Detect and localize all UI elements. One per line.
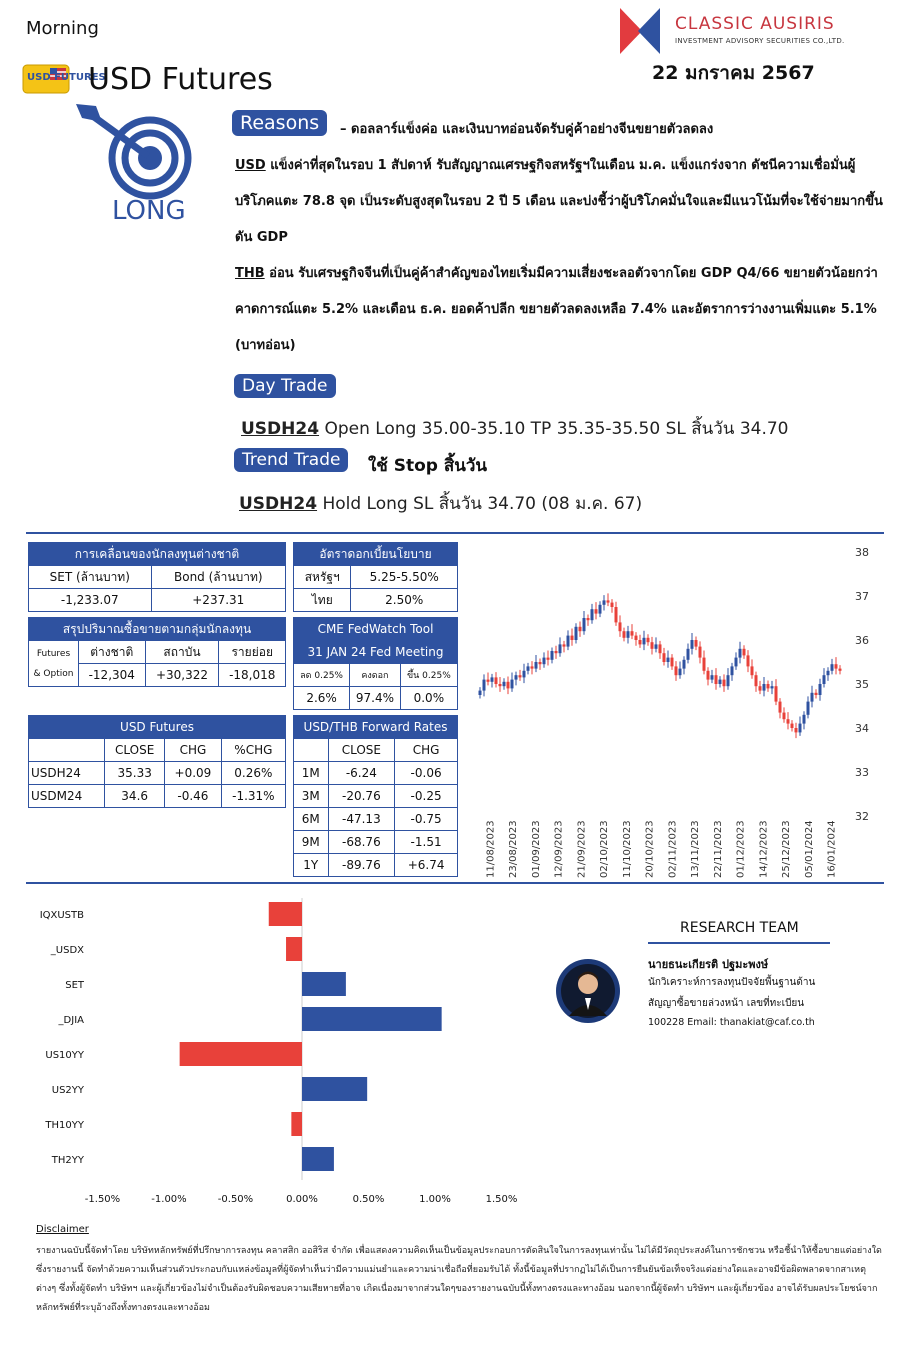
fedwatch-value-hike: 0.0% — [400, 687, 457, 710]
candle-body — [655, 644, 658, 648]
candle-body — [819, 684, 822, 695]
candle-body — [731, 666, 734, 675]
forward-header-chg: CHG — [395, 739, 458, 762]
forward-tenor: 9M — [294, 831, 329, 854]
candle-body — [755, 675, 758, 686]
forward-chg: +6.74 — [395, 854, 458, 877]
brand-logo-icon — [620, 8, 660, 54]
candle-body — [599, 605, 602, 614]
foreign-flow-title: การเคลื่อนของนักลงทุนต่างชาติ — [29, 543, 286, 566]
candle-body — [479, 691, 482, 695]
investor-value-foreign: -12,304 — [79, 664, 146, 687]
bar-x-tick-label: 0.50% — [352, 1194, 385, 1205]
market-change-bar-chart — [20, 898, 540, 1208]
bar-x-tick-label: 1.00% — [419, 1194, 451, 1205]
forward-tenor: 1Y — [294, 854, 329, 877]
candle-body — [735, 658, 738, 667]
day-trade-line — [241, 415, 789, 442]
candle-body — [835, 664, 838, 668]
bar-mark — [269, 902, 302, 926]
candle-body — [483, 680, 486, 691]
investor-value-retail: -18,018 — [219, 664, 286, 687]
y-tick-label: 34 — [855, 722, 869, 735]
fedwatch-table — [293, 617, 458, 710]
bar-category-label: US2YY — [51, 1085, 84, 1096]
forward-chg: -0.75 — [395, 808, 458, 831]
candle-body — [555, 651, 558, 653]
x-tick-label: 12/09/2023 — [553, 820, 565, 878]
candle-body — [615, 607, 618, 622]
forward-header-close: CLOSE — [328, 739, 395, 762]
candle-body — [779, 702, 782, 713]
candle-body — [767, 684, 770, 688]
bar-category-label: TH10YY — [45, 1120, 84, 1131]
bar-mark — [302, 972, 346, 996]
candle-body — [631, 631, 634, 635]
usd-futures-pctchg: 0.26% — [221, 762, 285, 785]
usd-reason — [235, 148, 885, 256]
candle-body — [795, 728, 798, 732]
candle-body — [683, 660, 686, 669]
bar-mark — [302, 1007, 442, 1031]
x-tick-label: 01/09/2023 — [530, 820, 542, 878]
candle-body — [723, 680, 726, 687]
candle-body — [603, 600, 606, 604]
analyst-name: นายธนะเกียรติ ปฐมะพงษ์ — [648, 958, 769, 971]
candle-body — [775, 686, 778, 701]
fedwatch-title: CME FedWatch Tool — [294, 618, 458, 641]
candle-body — [711, 675, 714, 679]
candle-body — [803, 715, 806, 724]
policy-rate-table — [293, 542, 458, 612]
foreign-flow-val2: +237.31 — [151, 589, 285, 612]
thb-tag: THB — [235, 266, 265, 281]
x-tick-label: 05/01/2024 — [803, 820, 815, 878]
candle-body — [551, 651, 554, 660]
candle-body — [527, 666, 530, 670]
usd-futures-close: 34.6 — [105, 785, 165, 808]
policy-rate-title: อัตราดอกเบี้ยนโยบาย — [294, 543, 458, 566]
candle-body — [635, 636, 638, 640]
candle-body — [751, 666, 754, 675]
candle-body — [583, 618, 586, 631]
candle-body — [783, 713, 786, 720]
candle-body — [699, 647, 702, 658]
candle-body — [807, 702, 810, 715]
fedwatch-header-hold: คงดอก — [350, 664, 401, 687]
candle-body — [511, 680, 514, 689]
analyst-license: สัญญาซื้อขายล่วงหน้า เลขที่ทะเบียน — [648, 998, 805, 1009]
x-tick-label: 11/10/2023 — [621, 820, 633, 878]
bar-mark — [291, 1112, 302, 1136]
candle-body — [679, 669, 682, 676]
usd-tag: USD — [235, 158, 266, 173]
trend-trade-line — [239, 490, 642, 517]
forward-close: -20.76 — [328, 785, 395, 808]
candle-body — [707, 671, 710, 680]
fedwatch-header-cut: ลด 0.25% — [294, 664, 350, 687]
candle-body — [559, 644, 562, 653]
candle-body — [799, 724, 802, 733]
forward-chg: -0.06 — [395, 762, 458, 785]
candle-body — [823, 675, 826, 684]
report-date: 22 มกราคม 2567 — [652, 62, 815, 84]
candle-body — [811, 693, 814, 702]
candle-body — [495, 677, 498, 684]
candle-body — [831, 664, 834, 671]
usd-futures-table — [28, 715, 286, 808]
usd-futures-chg: +0.09 — [165, 762, 222, 785]
trend-trade-label: Trend Trade — [234, 448, 348, 472]
x-tick-label: 21/09/2023 — [576, 820, 588, 878]
usd-futures-symbol: USDH24 — [29, 762, 105, 785]
candle-body — [791, 724, 794, 728]
usd-futures-title: USD Futures — [29, 716, 286, 739]
candle-body — [719, 680, 722, 684]
usd-reason-text: แข็งค่าที่สุดในรอบ 1 สัปดาห์ รับสัญญาณเศรษฐกิจสหรัฐฯในเดือน ม.ค. แข็งแกร่งจาก ดัชนีความเชื่อมั่นผู้บริโภคแตะ 78.8 จุด เป็นระดับสูงสุดในรอบ 2 ปี 5 เดือน และบ่งชี้ว่าผู้บริโภคมั่นใจและมีแนวโน้มที่จะใช้จ่ายมากขึ้น ดัน GDP — [235, 158, 883, 245]
candle-body — [747, 655, 750, 666]
fedwatch-header-hike: ขึ้น 0.25% — [400, 664, 457, 687]
x-tick-label: 20/10/2023 — [644, 820, 656, 878]
x-tick-label: 23/08/2023 — [508, 820, 520, 878]
fedwatch-value-cut: 2.6% — [294, 687, 350, 710]
x-tick-label: 11/08/2023 — [485, 820, 497, 878]
x-tick-label: 13/11/2023 — [690, 820, 702, 878]
x-tick-label: 16/01/2024 — [826, 820, 838, 878]
x-tick-label: 01/12/2023 — [735, 820, 747, 878]
forward-tenor: 3M — [294, 785, 329, 808]
y-tick-label: 38 — [855, 546, 869, 559]
forward-tenor: 6M — [294, 808, 329, 831]
usd-futures-close: 35.33 — [105, 762, 165, 785]
investor-header-foreign: ต่างชาติ — [79, 641, 146, 664]
disclaimer-text: รายงานฉบับนี้จัดทำโดย บริษัทหลักทรัพย์ที่ปรึกษาการลงทุน คลาสสิก ออสิริส จำกัด เพื่อแสดงความคิดเห็นเป็นข้อมูลประกอบการตัดสินใจในการลงทุนเท่านั้น ไม่ได้มีวัตถุประสงค์ในการชักชวน หรือชี้นำให้ซื้อขายแต่อย่างใด ซึ่งรายงานนี้ จัดทำด้วยความเห็นส่วนตัวประกอบกับแหล่งข้อมูลที่ผู้จัดทำเห็นว่ามีความแม่นยำและความน่าเชื่อถือที่ยอมรับได้ ทั้งนี้ข้อมูลที่ปรากฏไม่ได้เป็นการยืนยันข้อเท็จจริงแต่อย่างใดและอาจมีข้อผิดพลาดจากสาเหตุต่างๆ ซึ่งทั้งผู้จัดทำ บริษัทฯ และผู้เกี่ยวข้องไม่จำเป็นต้องรับผิดชอบความเสียหายที่อาจ เกิดเนื่องมาจากส่วนใดๆของรายงานฉบับนี้ทั้งทางตรงและทางอ้อม นอกจากนี้ผู้จัดทำ บริษัทฯ และผู้เกี่ยวข้อง อาจได้รับผลประโยชน์จากหลักทรัพย์ที่ระบุอ้างถึงทั้งทางตรงและทางอ้อม — [36, 1246, 882, 1313]
x-tick-label: 02/10/2023 — [599, 820, 611, 878]
policy-country-us: สหรัฐฯ — [294, 566, 351, 589]
analyst-avatar — [555, 958, 621, 1024]
candle-body — [579, 627, 582, 631]
investor-header-retail: รายย่อย — [219, 641, 286, 664]
forward-tenor: 1M — [294, 762, 329, 785]
candle-body — [575, 627, 578, 640]
candle-body — [623, 631, 626, 638]
candle-body — [675, 666, 678, 675]
row-label-option: & Option — [33, 668, 74, 679]
candle-body — [815, 693, 818, 695]
candle-body — [703, 658, 706, 671]
candle-body — [587, 618, 590, 620]
bar-category-label: US10YY — [45, 1050, 84, 1061]
candle-body — [759, 686, 762, 690]
candle-body — [591, 609, 594, 620]
candle-body — [651, 642, 654, 649]
candle-body — [627, 631, 630, 638]
candle-body — [567, 636, 570, 647]
candle-body — [671, 658, 674, 667]
brand-name: CLASSIC AUSIRIS — [675, 14, 835, 34]
bar-category-label: SET — [65, 980, 84, 991]
candle-body — [503, 682, 506, 686]
analyst-role: นักวิเคราะห์การลงทุนปัจจัยพื้นฐานด้าน — [648, 977, 816, 988]
fedwatch-meeting: 31 JAN 24 Fed Meeting — [294, 641, 458, 664]
policy-country-th: ไทย — [294, 589, 351, 612]
bar-x-tick-label: -0.50% — [217, 1194, 254, 1205]
usd-futures-logo-icon — [22, 64, 106, 94]
x-tick-label: 02/11/2023 — [667, 820, 679, 878]
candle-body — [739, 649, 742, 658]
bar-mark — [302, 1147, 334, 1171]
usd-futures-symbol: USDM24 — [29, 785, 105, 808]
candle-body — [611, 603, 614, 607]
session-label: Morning — [26, 18, 99, 39]
section-divider-top — [26, 532, 884, 534]
candle-body — [695, 640, 698, 647]
forward-chg: -0.25 — [395, 785, 458, 808]
fedwatch-value-hold: 97.4% — [350, 687, 401, 710]
candle-body — [619, 622, 622, 631]
investor-groups-title: สรุปปริมาณซื้อขายตามกลุ่มนักลงทุน — [29, 618, 286, 641]
brand-subtitle: INVESTMENT ADVISORY SECURITIES CO.,LTD. — [675, 37, 845, 45]
candle-body — [535, 662, 538, 669]
candle-body — [595, 609, 598, 613]
foreign-flow-val1: -1,233.07 — [29, 589, 152, 612]
bar-category-label: _DJIA — [58, 1015, 84, 1026]
bar-mark — [286, 937, 302, 961]
signal-label: LONG — [112, 196, 186, 226]
candle-body — [543, 658, 546, 665]
candle-body — [563, 644, 566, 646]
forward-close: -6.24 — [328, 762, 395, 785]
candle-body — [539, 662, 542, 664]
candle-body — [687, 649, 690, 660]
foreign-flow-col2: Bond (ล้านบาท) — [151, 566, 285, 589]
target-arrow-icon — [72, 100, 200, 198]
candle-body — [691, 640, 694, 649]
usd-futures-header-blank — [29, 739, 105, 762]
candle-body — [519, 675, 522, 677]
candle-body — [715, 675, 718, 684]
x-tick-label: 25/12/2023 — [781, 820, 793, 878]
forward-rates-table — [293, 715, 458, 877]
candle-body — [647, 638, 650, 642]
investor-value-institution: +30,322 — [145, 664, 219, 687]
day-trade-symbol: USDH24 — [241, 419, 320, 439]
forward-close: -47.13 — [328, 808, 395, 831]
bar-x-tick-label: 0.00% — [286, 1194, 318, 1205]
y-tick-label: 33 — [855, 766, 869, 779]
candle-body — [771, 686, 774, 688]
x-tick-label: 22/11/2023 — [712, 820, 724, 878]
candle-body — [639, 640, 642, 644]
research-team-title: RESEARCH TEAM — [680, 920, 799, 936]
y-tick-label: 37 — [855, 590, 869, 603]
bar-category-label: _USDX — [50, 945, 84, 956]
usd-futures-header-chg: CHG — [165, 739, 222, 762]
candle-body — [491, 677, 494, 681]
usd-futures-chg: -0.46 — [165, 785, 222, 808]
candle-body — [607, 600, 610, 602]
bar-mark — [180, 1042, 302, 1066]
disclaimer-title: Disclaimer — [36, 1224, 89, 1235]
policy-rate-us: 5.25-5.50% — [351, 566, 458, 589]
candle-body — [531, 666, 534, 668]
policy-rate-th: 2.50% — [351, 589, 458, 612]
bar-category-label: IQXUSTB — [39, 910, 84, 921]
reasons-summary: – ดอลลาร์แข็งค่อ และเงินบาทอ่อนจัดรับคู่ค้าอย่างจีนขยายตัวลดลง — [340, 122, 714, 137]
investor-groups-table — [28, 617, 286, 687]
candle-body — [763, 684, 766, 691]
candle-body — [659, 644, 662, 653]
day-trade-text: Open Long 35.00-35.10 TP 35.35-35.50 SL สิ้นวัน 34.70 — [319, 419, 789, 439]
forward-close: -68.76 — [328, 831, 395, 854]
candle-body — [827, 671, 830, 675]
forward-chg: -1.51 — [395, 831, 458, 854]
usd-futures-header-close: CLOSE — [105, 739, 165, 762]
bar-category-label: TH2YY — [51, 1155, 84, 1166]
candle-body — [571, 636, 574, 640]
thb-reason — [235, 256, 885, 364]
candle-body — [787, 719, 790, 723]
investor-header-institution: สถาบัน — [145, 641, 219, 664]
investor-groups-row-label — [29, 641, 79, 687]
usd-futures-header-pctchg: %CHG — [221, 739, 285, 762]
candle-body — [515, 675, 518, 679]
trend-trade-note: ใช้ Stop สิ้นวัน — [368, 456, 488, 476]
candle-body — [499, 684, 502, 686]
trend-trade-text: Hold Long SL สิ้นวัน 34.70 (08 ม.ค. 67) — [317, 494, 643, 514]
y-tick-label: 32 — [855, 810, 869, 823]
usd-futures-pctchg: -1.31% — [221, 785, 285, 808]
candle-body — [743, 649, 746, 656]
bar-x-tick-label: -1.00% — [151, 1194, 187, 1205]
usdthb-candlestick-chart — [470, 540, 884, 882]
day-trade-label: Day Trade — [234, 374, 336, 398]
bar-x-tick-label: 1.50% — [485, 1194, 518, 1205]
candle-body — [839, 669, 842, 671]
thb-reason-text: อ่อน รับเศรษฐกิจจีนที่เป็นคู่ค้าสำคัญของไทยเริ่มมีความเสี่ยงชะลอตัวจากโดย GDP Q4/66 ขยายตัวน้อยกว่าคาดการณ์แตะ 5.2% และเดือน ธ.ค. ยอดค้าปลีก ขยายตัวลดลงเหลือ 7.4% และอัตราการว่างงานเพิ่มแตะ 5.1% (บาทอ่อน) — [235, 266, 878, 353]
section-divider-bottom — [26, 882, 884, 884]
y-tick-label: 36 — [855, 634, 869, 647]
research-team-underline — [648, 942, 830, 944]
forward-close: -89.76 — [328, 854, 395, 877]
candle-body — [547, 658, 550, 660]
foreign-flow-table — [28, 542, 286, 612]
trend-trade-symbol: USDH24 — [239, 494, 318, 514]
x-tick-label: 14/12/2023 — [758, 820, 770, 878]
row-label-futures: Futures — [36, 648, 71, 659]
forward-rates-title: USD/THB Forward Rates — [294, 716, 458, 739]
reasons-label: Reasons — [232, 110, 327, 136]
page-title: USD Futures — [88, 62, 273, 97]
candle-body — [663, 653, 666, 662]
candle-body — [667, 658, 670, 662]
candle-body — [507, 682, 510, 689]
bar-mark — [302, 1077, 367, 1101]
forward-header-blank — [294, 739, 329, 762]
y-tick-label: 35 — [855, 678, 869, 691]
analyst-email: 100228 Email: thanakiat@caf.co.th — [648, 1017, 815, 1028]
candle-body — [523, 671, 526, 678]
candle-body — [643, 638, 646, 645]
bar-x-tick-label: -1.50% — [84, 1194, 121, 1205]
candle-body — [487, 680, 490, 682]
foreign-flow-col1: SET (ล้านบาท) — [29, 566, 152, 589]
candle-body — [727, 675, 730, 686]
usd-logo-text: USD FUTURES — [27, 72, 106, 83]
